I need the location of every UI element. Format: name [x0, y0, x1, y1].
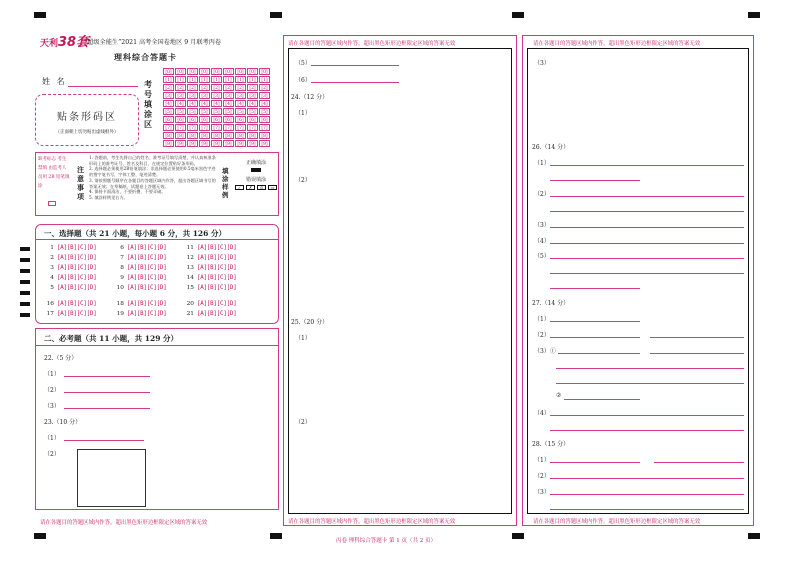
digit-bubble[interactable]: [1] [259, 76, 270, 83]
answer-line[interactable] [550, 288, 640, 289]
answer-panel-middle [283, 35, 517, 526]
digit-bubble[interactable]: [1] [211, 76, 222, 83]
wrong-sample-mark: ▭ [268, 185, 277, 190]
question-number: 15 [186, 285, 194, 291]
digit-bubble[interactable]: [6] [259, 116, 270, 123]
digit-bubble[interactable]: [3] [175, 92, 186, 99]
answer-line[interactable] [556, 368, 744, 369]
question-number: 17 [46, 311, 54, 317]
question-number: 5 [50, 285, 54, 291]
digit-bubble[interactable]: [4] [259, 100, 270, 107]
digit-bubble[interactable]: [0] [211, 68, 222, 75]
answer-options[interactable]: [A][B][C][D] [197, 301, 237, 307]
answer-line[interactable] [650, 337, 744, 338]
fill-sample [234, 159, 278, 190]
exam-number-column [223, 68, 235, 148]
q22-label: 22.（5 分） [44, 355, 78, 362]
answer-options[interactable]: [A][B][C][D] [197, 245, 237, 251]
timing-mark [20, 302, 30, 306]
note-item: 4. 保持卡面清洁，不要折叠、不要弄破。 [89, 189, 166, 195]
answer-options[interactable]: [A][B][C][D] [127, 275, 167, 281]
timing-mark [20, 280, 30, 284]
answer-options[interactable]: [A][B][C][D] [127, 301, 167, 307]
answer-options[interactable]: [A][B][C][D] [57, 285, 97, 291]
answer-options[interactable]: [A][B][C][D] [197, 275, 237, 281]
answer-line[interactable] [550, 415, 744, 416]
q26-sub4: （4） [534, 238, 550, 245]
q23-sub6: （6） [295, 77, 311, 84]
sample-title: 填涂样例 [222, 167, 229, 199]
answer-line[interactable] [550, 462, 640, 463]
answer-options[interactable]: [A][B][C][D] [57, 301, 97, 307]
digit-bubble[interactable]: [3] [223, 92, 234, 99]
mc-question-9 [114, 275, 166, 281]
wrong-sample-mark: ✓ [235, 185, 244, 190]
digit-bubble[interactable]: [8] [175, 132, 186, 139]
digit-bubble[interactable]: [2] [235, 84, 246, 91]
digit-bubble[interactable]: [1] [247, 76, 258, 83]
digit-bubble[interactable]: [3] [235, 92, 246, 99]
answer-line[interactable] [550, 196, 744, 197]
digit-bubble[interactable]: [5] [187, 108, 198, 115]
digit-bubble[interactable]: [7] [175, 124, 186, 131]
answer-line[interactable] [550, 509, 744, 510]
answer-options[interactable]: [A][B][C][D] [197, 311, 237, 317]
answer-line[interactable] [550, 494, 744, 495]
registration-mark [748, 533, 760, 539]
answer-line[interactable] [550, 243, 744, 244]
mc-question-19 [114, 311, 166, 317]
timing-mark [20, 291, 30, 295]
exam-number-column [199, 68, 211, 148]
q23-sub1: （1） [44, 435, 60, 442]
digit-bubble[interactable]: [6] [235, 116, 246, 123]
exam-number-label: 考号填涂区 [144, 79, 152, 129]
mc-question-8 [114, 265, 166, 271]
digit-bubble[interactable]: [2] [163, 84, 174, 91]
multiple-choice-section [35, 224, 279, 324]
answer-line[interactable] [311, 82, 399, 83]
answer-options[interactable]: [A][B][C][D] [57, 255, 97, 261]
exam-number-column [247, 68, 259, 148]
exam-number-grid [163, 68, 271, 148]
question-number: 10 [116, 285, 124, 291]
answer-line[interactable] [550, 273, 744, 274]
q26-label: 26.（14 分） [532, 144, 570, 151]
digit-bubble[interactable]: [0] [247, 68, 258, 75]
barcode-title: 贴条形码区 [57, 112, 117, 123]
q23-answer-line[interactable] [64, 440, 144, 441]
digit-bubble[interactable]: [3] [199, 92, 210, 99]
digit-bubble[interactable]: [4] [187, 100, 198, 107]
mc-question-3 [44, 265, 96, 271]
digit-bubble[interactable]: [9] [199, 140, 210, 147]
answer-options[interactable]: [A][B][C][D] [197, 265, 237, 271]
digit-bubble[interactable]: [8] [247, 132, 258, 139]
q27-sub3b: ② [556, 392, 562, 399]
digit-bubble[interactable]: [6] [211, 116, 222, 123]
digit-bubble[interactable]: [6] [163, 116, 174, 123]
timing-mark [20, 313, 30, 317]
question-number: 8 [120, 265, 124, 271]
section1-title: 一、选择题（共 21 小题，每小题 6 分，共 126 分） [44, 229, 226, 238]
answer-line[interactable] [311, 65, 399, 66]
digit-bubble[interactable]: [0] [223, 68, 234, 75]
q26-sub5: （5） [534, 253, 550, 260]
digit-bubble[interactable]: [2] [259, 84, 270, 91]
answer-options[interactable]: [A][B][C][D] [127, 311, 167, 317]
question-number: 2 [50, 255, 54, 261]
answer-line[interactable] [550, 227, 744, 228]
digit-bubble[interactable]: [7] [247, 124, 258, 131]
exam-number-column [175, 68, 187, 148]
q24-label: 24.（12 分） [291, 94, 329, 101]
q27-sub3a: （3）① [534, 348, 556, 355]
q22-answer-line[interactable] [64, 376, 150, 377]
digit-bubble[interactable]: [0] [175, 68, 186, 75]
q28-sub3: （3） [534, 489, 550, 496]
digit-bubble[interactable]: [8] [259, 132, 270, 139]
digit-bubble[interactable]: [8] [163, 132, 174, 139]
answer-line[interactable] [556, 383, 744, 384]
exam-number-column [211, 68, 223, 148]
answer-options[interactable]: [A][B][C][D] [127, 245, 167, 251]
correct-sample-mark [251, 168, 261, 172]
q22-sub1: （1） [44, 371, 60, 378]
digit-bubble[interactable]: [9] [187, 140, 198, 147]
q27-sub2: （2） [534, 332, 550, 339]
exam-number-column [163, 68, 175, 148]
wrong-sample-mark: ✗ [246, 185, 255, 190]
digit-bubble[interactable]: [8] [211, 132, 222, 139]
q27-sub4: （4） [534, 410, 550, 417]
mc-question-14 [184, 275, 236, 281]
registration-mark [270, 12, 282, 18]
mc-question-20 [184, 301, 236, 307]
digit-bubble[interactable]: [5] [199, 108, 210, 115]
note-item: 2. 选择题必须使用2B铅笔填涂；非选择题必须使用0.5毫米黑色字迹的签字笔书写，字体工整、笔迹清楚。 [89, 166, 216, 178]
answer-options[interactable]: [A][B][C][D] [57, 311, 97, 317]
panel-note: 请在各题目的答题区域内作答，超出黑色矩形边框限定区域的答案无效 [533, 41, 701, 47]
answer-options[interactable]: [A][B][C][D] [197, 255, 237, 261]
digit-bubble[interactable]: [5] [175, 108, 186, 115]
q23-drawing-box[interactable] [77, 449, 146, 507]
mc-question-13 [184, 265, 236, 271]
digit-bubble[interactable]: [4] [247, 100, 258, 107]
card-title: 理科综合答题卡 [114, 52, 177, 62]
q28-label: 28.（15 分） [532, 441, 570, 448]
question-number: 12 [186, 255, 194, 261]
mc-question-10 [114, 285, 166, 291]
digit-bubble[interactable]: [2] [211, 84, 222, 91]
question-number: 4 [50, 275, 54, 281]
q24-sub1: （1） [295, 110, 311, 117]
q25-sub3: （3） [534, 60, 550, 67]
digit-bubble[interactable]: [8] [235, 132, 246, 139]
notes-title: 注意事项 [77, 165, 84, 201]
digit-bubble[interactable]: [1] [187, 76, 198, 83]
q23-label: 23.（10 分） [44, 419, 82, 426]
question-number: 7 [120, 255, 124, 261]
digit-bubble[interactable]: [0] [187, 68, 198, 75]
correct-label: 正确填涂 [245, 160, 266, 166]
q23-sub2: （2） [44, 451, 60, 458]
digit-bubble[interactable]: [7] [235, 124, 246, 131]
mc-question-18 [114, 301, 166, 307]
question-number: 19 [116, 311, 124, 317]
wrong-sample-mark: ⊙ [257, 185, 266, 190]
timing-mark [20, 258, 30, 262]
digit-bubble[interactable]: [2] [199, 84, 210, 91]
digit-bubble[interactable]: [6] [187, 116, 198, 123]
digit-bubble[interactable]: [5] [163, 108, 174, 115]
digit-bubble[interactable]: [6] [175, 116, 186, 123]
q26-sub1: （1） [534, 160, 550, 167]
digit-bubble[interactable]: [6] [199, 116, 210, 123]
digit-bubble[interactable]: [7] [259, 124, 270, 131]
answer-area [527, 48, 749, 514]
panel-note: 请在各题目的答题区域内作答，超出黑色矩形边框限定区域的答案无效 [288, 519, 456, 525]
answer-options[interactable]: [A][B][C][D] [57, 265, 97, 271]
q28-sub2: （2） [534, 473, 550, 480]
digit-bubble[interactable]: [1] [175, 76, 186, 83]
question-number: 20 [186, 301, 194, 307]
registration-mark [34, 12, 46, 18]
answer-panel-right [522, 35, 754, 526]
required-section [35, 328, 279, 510]
notes-list [89, 155, 219, 201]
question-number: 6 [120, 245, 124, 251]
answer-line[interactable] [558, 353, 640, 354]
question-number: 18 [116, 301, 124, 307]
digit-bubble[interactable]: [6] [247, 116, 258, 123]
note-item: 1. 答题前，考生先将自己的姓名、准考证号填写清楚，并认真核准条形码上的准考证号、姓名及科目，在规定位置贴好条形码。 [89, 155, 216, 166]
q25-label: 25.（20 分） [291, 319, 329, 326]
digit-bubble[interactable]: [2] [223, 84, 234, 91]
q26-sub2: （2） [534, 191, 550, 198]
exam-number-column [259, 68, 271, 148]
wrong-label: 错误填涂 [245, 177, 266, 183]
answer-options[interactable]: [A][B][C][D] [127, 285, 167, 291]
answer-area [288, 48, 512, 514]
question-number: 11 [186, 245, 194, 251]
digit-bubble[interactable]: [4] [223, 100, 234, 107]
q28-sub1: （1） [534, 457, 550, 464]
answer-line[interactable] [550, 180, 640, 181]
mc-question-16 [44, 301, 96, 307]
digit-bubble[interactable]: [0] [259, 68, 270, 75]
mc-question-6 [114, 245, 166, 251]
answer-options[interactable]: [A][B][C][D] [57, 275, 97, 281]
q22-sub2: （2） [44, 387, 60, 394]
exam-number-column [187, 68, 199, 148]
digit-bubble[interactable]: [5] [223, 108, 234, 115]
digit-bubble[interactable]: [2] [187, 84, 198, 91]
q25-sub2: （2） [295, 419, 311, 426]
digit-bubble[interactable]: [4] [235, 100, 246, 107]
mc-question-11 [184, 245, 236, 251]
digit-bubble[interactable]: [5] [211, 108, 222, 115]
answer-line[interactable] [654, 462, 744, 463]
digit-bubble[interactable]: [4] [211, 100, 222, 107]
answer-options[interactable]: [A][B][C][D] [127, 265, 167, 271]
digit-bubble[interactable]: [2] [175, 84, 186, 91]
answer-line[interactable] [550, 321, 640, 322]
question-number: 3 [50, 265, 54, 271]
digit-bubble[interactable]: [1] [223, 76, 234, 83]
absent-mark-box[interactable] [48, 201, 56, 206]
question-number: 9 [120, 275, 124, 281]
mc-question-4 [44, 275, 96, 281]
q22-answer-line[interactable] [64, 392, 150, 393]
answer-line[interactable] [550, 478, 744, 479]
registration-mark [512, 12, 524, 18]
digit-bubble[interactable]: [7] [223, 124, 234, 131]
q23-sub5: （5） [295, 60, 311, 67]
note-item: 5. 填涂样例见右方。 [89, 194, 128, 200]
digit-bubble[interactable]: [5] [259, 108, 270, 115]
digit-bubble[interactable]: [4] [199, 100, 210, 107]
digit-bubble[interactable]: [9] [175, 140, 186, 147]
q27-sub1: （1） [534, 316, 550, 323]
page-footer: 丙卷 理科综合答题卡 第 1 页（共 2 页） [336, 538, 436, 544]
panel-note: 请在各题目的答题区域内作答，超出黑色矩形边框限定区域的答案无效 [533, 519, 701, 525]
digit-bubble[interactable]: [3] [187, 92, 198, 99]
section2-title: 二、必考题（共 11 小题，共 129 分） [44, 334, 179, 343]
digit-bubble[interactable]: [9] [259, 140, 270, 147]
answer-line[interactable] [564, 399, 640, 400]
digit-bubble[interactable]: [4] [175, 100, 186, 107]
digit-bubble[interactable]: [3] [211, 92, 222, 99]
digit-bubble[interactable]: [0] [163, 68, 174, 75]
name-field[interactable] [68, 86, 138, 87]
registration-mark [748, 12, 760, 18]
info-box [35, 152, 279, 216]
digit-bubble[interactable]: [9] [235, 140, 246, 147]
answer-line[interactable] [550, 165, 744, 166]
panel-note: 请在各题目的答题区域内作答，超出黑色矩形边框限定区域的答案无效 [288, 41, 456, 47]
absent-mark-text: 缺考标志 考生禁填 由监考人员用 2B 铅笔填涂 [38, 157, 70, 189]
barcode-area [35, 94, 139, 146]
registration-mark [512, 533, 524, 539]
digit-bubble[interactable]: [7] [199, 124, 210, 131]
question-number: 21 [186, 311, 194, 317]
answer-options[interactable]: [A][B][C][D] [57, 245, 97, 251]
digit-bubble[interactable]: [9] [247, 140, 258, 147]
digit-bubble[interactable]: [7] [211, 124, 222, 131]
digit-bubble[interactable]: [8] [187, 132, 198, 139]
digit-bubble[interactable]: [7] [187, 124, 198, 131]
registration-mark [270, 533, 282, 539]
mc-question-15 [184, 285, 236, 291]
mc-question-21 [184, 311, 236, 317]
digit-bubble[interactable]: [0] [235, 68, 246, 75]
answer-line[interactable] [550, 430, 744, 431]
digit-bubble[interactable]: [3] [163, 92, 174, 99]
digit-bubble[interactable]: [5] [235, 108, 246, 115]
q22-answer-line[interactable] [64, 408, 150, 409]
answer-line[interactable] [550, 211, 744, 212]
q22-sub3: （3） [44, 403, 60, 410]
q25-sub1: （1） [295, 335, 311, 342]
panel-note: 请在各题目的答题区域内作答，超出黑色矩形边框限定区域的答案无效 [40, 520, 208, 526]
answer-line[interactable] [650, 353, 744, 354]
digit-bubble[interactable]: [9] [163, 140, 174, 147]
q27-label: 27.（14 分） [532, 300, 570, 307]
answer-line[interactable] [550, 337, 640, 338]
answer-options[interactable]: [A][B][C][D] [127, 255, 167, 261]
mc-question-5 [44, 285, 96, 291]
digit-bubble[interactable]: [9] [223, 140, 234, 147]
digit-bubble[interactable]: [6] [223, 116, 234, 123]
timing-mark [20, 247, 30, 251]
answer-options[interactable]: [A][B][C][D] [197, 285, 237, 291]
barcode-note: （正面朝上切勿贴出虚线框外） [55, 130, 119, 135]
digit-bubble[interactable]: [3] [247, 92, 258, 99]
digit-bubble[interactable]: [0] [199, 68, 210, 75]
digit-bubble[interactable]: [8] [223, 132, 234, 139]
digit-bubble[interactable]: [3] [259, 92, 270, 99]
digit-bubble[interactable]: [1] [235, 76, 246, 83]
mc-question-1 [44, 245, 96, 251]
digit-bubble[interactable]: [4] [163, 100, 174, 107]
brand-logo: 天利38套 [40, 35, 90, 50]
digit-bubble[interactable]: [5] [247, 108, 258, 115]
mc-question-7 [114, 255, 166, 261]
timing-mark [20, 269, 30, 273]
digit-bubble[interactable]: [7] [163, 124, 174, 131]
note-item: 3. 请按照题号顺序在各题目的答题区域内作答，超出答题区域书写的答案无效；在草稿纸、试题卷上答题无效。 [89, 177, 216, 189]
digit-bubble[interactable]: [1] [163, 76, 174, 83]
mc-question-17 [44, 311, 96, 317]
registration-mark [34, 533, 46, 539]
exam-title: “超级全能生”2021 高考全国卷地区 9 月联考丙卷 [84, 39, 222, 46]
mc-question-12 [184, 255, 236, 261]
digit-bubble[interactable]: [2] [247, 84, 258, 91]
digit-bubble[interactable]: [1] [199, 76, 210, 83]
exam-number-column [235, 68, 247, 148]
question-number: 1 [50, 245, 54, 251]
q26-sub3: （3） [534, 222, 550, 229]
question-number: 14 [186, 275, 194, 281]
question-number: 16 [46, 301, 54, 307]
mc-question-2 [44, 255, 96, 261]
name-label: 姓 名 [42, 77, 67, 86]
digit-bubble[interactable]: [8] [199, 132, 210, 139]
digit-bubble[interactable]: [9] [211, 140, 222, 147]
question-number: 13 [186, 265, 194, 271]
answer-line[interactable] [550, 258, 744, 259]
q24-sub2: （2） [295, 177, 311, 184]
